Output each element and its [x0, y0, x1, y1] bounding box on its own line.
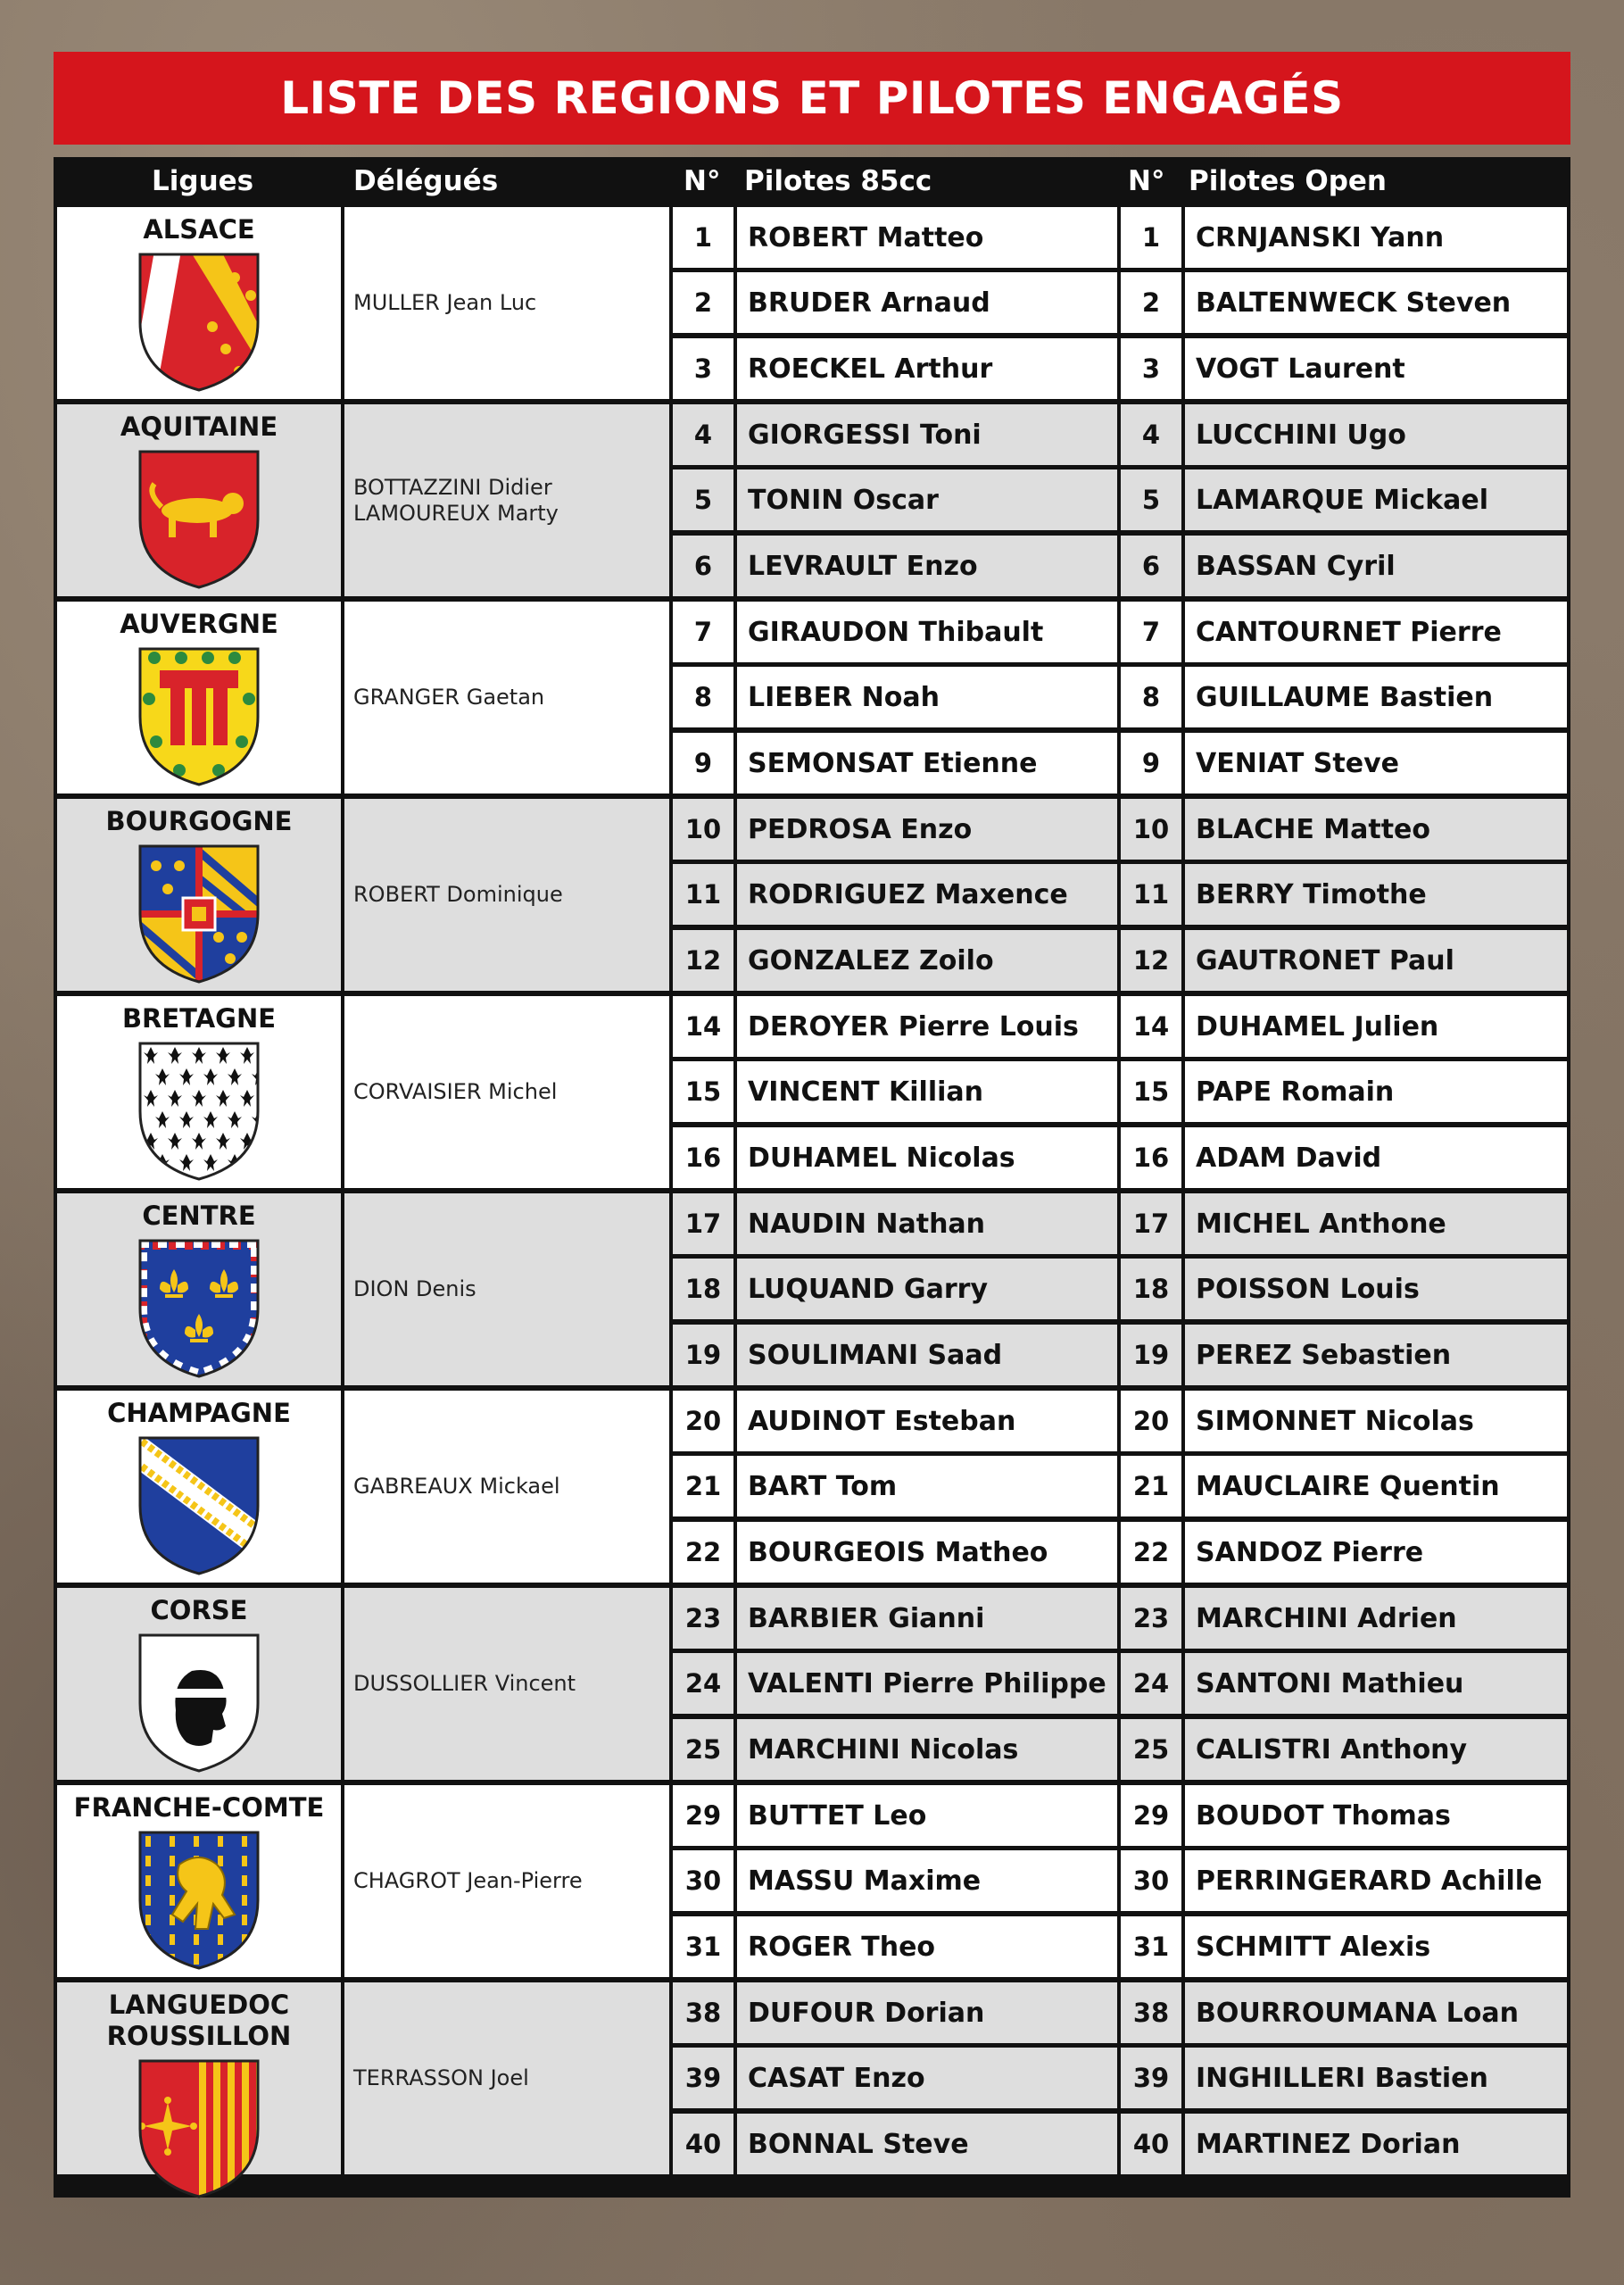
pilot-open-name: BALTENWECK Steven — [1185, 272, 1567, 333]
pilot-85-number: 12 — [673, 930, 733, 991]
region-cell — [57, 207, 341, 399]
region-name: FRANCHE-COMTE — [73, 1792, 325, 1823]
pilot-open-number: 6 — [1121, 536, 1181, 596]
pilot-open-number: 23 — [1121, 1588, 1181, 1649]
region-cell — [57, 404, 341, 596]
region-cell — [57, 1391, 341, 1583]
pilot-85-number: 18 — [673, 1259, 733, 1319]
pilot-open-number: 15 — [1121, 1061, 1181, 1122]
pilot-85-number: 6 — [673, 536, 733, 596]
pilot-open-number: 22 — [1121, 1522, 1181, 1583]
delegue-cell — [344, 1785, 669, 1977]
pilot-85-name: BUTTET Leo — [737, 1785, 1117, 1846]
region-group — [54, 1785, 1570, 1977]
delegue-name: MULLER Jean Luc — [353, 290, 537, 315]
pilot-85-name: SEMONSAT Etienne — [737, 733, 1117, 794]
pilot-85-name: PEDROSA Enzo — [737, 799, 1117, 860]
pilot-85-name: BOURGEOIS Matheo — [737, 1522, 1117, 1583]
pilot-open-number: 8 — [1121, 667, 1181, 727]
pilot-open-name: VENIAT Steve — [1185, 733, 1567, 794]
region-group — [54, 1391, 1570, 1583]
pilot-85-number: 3 — [673, 338, 733, 399]
pilot-85-number: 15 — [673, 1061, 733, 1122]
pilot-85-name: DEROYER Pierre Louis — [737, 996, 1117, 1057]
pilot-85-number: 31 — [673, 1916, 733, 1977]
champagne-crest-icon — [137, 1434, 261, 1581]
pilot-85-name: BARBIER Gianni — [737, 1588, 1117, 1649]
pilot-85-number: 14 — [673, 996, 733, 1057]
delegue-cell — [344, 207, 669, 399]
delegue-cell — [344, 602, 669, 794]
header-num-open: N° — [1128, 165, 1165, 197]
region-name: BOURGOGNE — [105, 806, 293, 836]
region-group — [54, 602, 1570, 794]
pilot-open-name: BLACHE Matteo — [1185, 799, 1567, 860]
pilot-85-number: 17 — [673, 1193, 733, 1254]
region-name: CORSE — [150, 1595, 248, 1625]
pilot-open-number: 9 — [1121, 733, 1181, 794]
delegue-cell — [344, 1588, 669, 1780]
pilot-open-number: 20 — [1121, 1391, 1181, 1451]
header-pilotes-open: Pilotes Open — [1189, 165, 1387, 197]
pilot-85-number: 2 — [673, 272, 733, 333]
pilot-open-name: INGHILLERI Bastien — [1185, 2048, 1567, 2108]
region-group — [54, 1193, 1570, 1385]
pilot-85-number: 23 — [673, 1588, 733, 1649]
region-name: AQUITAINE — [120, 411, 278, 442]
region-cell — [57, 1982, 341, 2174]
pilot-open-name: MICHEL Anthone — [1185, 1193, 1567, 1254]
pilot-open-name: POISSON Louis — [1185, 1259, 1567, 1319]
page-title: LISTE DES REGIONS ET PILOTES ENGAGÉS — [54, 52, 1570, 145]
region-group — [54, 996, 1570, 1188]
region-cell — [57, 1785, 341, 1977]
languedoc-crest-icon — [137, 2057, 261, 2204]
pilot-open-name: SANTONI Mathieu — [1185, 1653, 1567, 1714]
pilot-85-number: 22 — [673, 1522, 733, 1583]
region-cell — [57, 799, 341, 991]
pilot-85-name: NAUDIN Nathan — [737, 1193, 1117, 1254]
delegue-cell — [344, 1982, 669, 2174]
pilot-85-name: LEVRAULT Enzo — [737, 536, 1117, 596]
delegue-name: CORVAISIER Michel — [353, 1079, 558, 1104]
delegue-name: CHAGROT Jean-Pierre — [353, 1868, 583, 1893]
pilot-85-number: 7 — [673, 602, 733, 662]
region-cell — [57, 1193, 341, 1385]
pilot-open-name: PERRINGERARD Achille — [1185, 1850, 1567, 1911]
pilot-85-name: VALENTI Pierre Philippe — [737, 1653, 1117, 1714]
pilot-open-number: 4 — [1121, 404, 1181, 465]
pilot-85-number: 20 — [673, 1391, 733, 1451]
header-ligues: Ligues — [152, 165, 254, 197]
region-group — [54, 1588, 1570, 1780]
region-cell — [57, 1588, 341, 1780]
delegue-cell — [344, 799, 669, 991]
delegue-name: BOTTAZZINI Didier LAMOUREUX Marty — [353, 474, 559, 526]
region-group — [54, 207, 1570, 399]
pilot-open-number: 11 — [1121, 864, 1181, 925]
pilot-85-number: 4 — [673, 404, 733, 465]
pilot-open-name: BOUDOT Thomas — [1185, 1785, 1567, 1846]
pilot-open-name: MAUCLAIRE Quentin — [1185, 1456, 1567, 1516]
pilot-85-name: ROGER Theo — [737, 1916, 1117, 1977]
pilot-open-name: BERRY Timothe — [1185, 864, 1567, 925]
delegue-name: GRANGER Gaetan — [353, 685, 545, 710]
pilot-85-number: 9 — [673, 733, 733, 794]
pilot-85-number: 21 — [673, 1456, 733, 1516]
regions-table — [54, 157, 1570, 2198]
pilot-open-name: GAUTRONET Paul — [1185, 930, 1567, 991]
region-name: CHAMPAGNE — [107, 1398, 291, 1428]
pilot-open-name: BOURROUMANA Loan — [1185, 1982, 1567, 2043]
pilot-85-name: MASSU Maxime — [737, 1850, 1117, 1911]
pilot-open-number: 2 — [1121, 272, 1181, 333]
header-pilotes-85: Pilotes 85cc — [744, 165, 932, 197]
pilot-85-name: LUQUAND Garry — [737, 1259, 1117, 1319]
pilot-open-name: PEREZ Sebastien — [1185, 1325, 1567, 1385]
region-name: CENTRE — [142, 1201, 256, 1231]
pilot-open-number: 25 — [1121, 1719, 1181, 1780]
pilot-85-number: 5 — [673, 469, 733, 530]
pilot-85-name: RODRIGUEZ Maxence — [737, 864, 1117, 925]
pilot-85-number: 38 — [673, 1982, 733, 2043]
pilot-open-name: CANTOURNET Pierre — [1185, 602, 1567, 662]
corse-crest-icon — [137, 1632, 261, 1778]
region-group — [54, 799, 1570, 991]
delegue-cell — [344, 404, 669, 596]
pilot-open-name: SIMONNET Nicolas — [1185, 1391, 1567, 1451]
region-name: ALSACE — [143, 214, 255, 245]
pilot-open-name: MARCHINI Adrien — [1185, 1588, 1567, 1649]
pilot-85-name: SOULIMANI Saad — [737, 1325, 1117, 1385]
pilot-85-name: GONZALEZ Zoilo — [737, 930, 1117, 991]
delegue-name: TERRASSON Joel — [353, 2065, 529, 2090]
pilot-85-number: 30 — [673, 1850, 733, 1911]
pilot-open-name: PAPE Romain — [1185, 1061, 1567, 1122]
pilot-open-name: SCHMITT Alexis — [1185, 1916, 1567, 1977]
pilot-open-name: DUHAMEL Julien — [1185, 996, 1567, 1057]
pilot-open-number: 24 — [1121, 1653, 1181, 1714]
auvergne-crest-icon — [137, 645, 261, 792]
pilot-open-number: 3 — [1121, 338, 1181, 399]
region-name: AUVERGNE — [120, 609, 278, 639]
pilot-85-number: 24 — [673, 1653, 733, 1714]
aquitaine-crest-icon — [137, 448, 261, 594]
pilot-open-number: 40 — [1121, 2114, 1181, 2174]
pilot-85-name: AUDINOT Esteban — [737, 1391, 1117, 1451]
pilot-open-name: CALISTRI Anthony — [1185, 1719, 1567, 1780]
pilot-open-number: 30 — [1121, 1850, 1181, 1911]
pilot-open-name: CRNJANSKI Yann — [1185, 207, 1567, 268]
pilot-85-name: VINCENT Killian — [737, 1061, 1117, 1122]
delegue-cell — [344, 1193, 669, 1385]
region-name: BRETAGNE — [121, 1003, 277, 1034]
pilot-85-name: GIRAUDON Thibault — [737, 602, 1117, 662]
pilot-open-number: 17 — [1121, 1193, 1181, 1254]
pilot-open-number: 21 — [1121, 1456, 1181, 1516]
pilot-open-number: 5 — [1121, 469, 1181, 530]
pilot-85-name: TONIN Oscar — [737, 469, 1117, 530]
delegue-name: DION Denis — [353, 1276, 476, 1301]
pilot-open-number: 10 — [1121, 799, 1181, 860]
pilot-85-name: ROECKEL Arthur — [737, 338, 1117, 399]
pilot-open-number: 7 — [1121, 602, 1181, 662]
delegue-name: ROBERT Dominique — [353, 882, 563, 907]
pilot-open-name: BASSAN Cyril — [1185, 536, 1567, 596]
delegue-name: DUSSOLLIER Vincent — [353, 1671, 576, 1696]
bourgogne-crest-icon — [137, 843, 261, 989]
pilot-open-number: 14 — [1121, 996, 1181, 1057]
pilot-open-number: 39 — [1121, 2048, 1181, 2108]
header-delegues: Délégués — [353, 165, 499, 197]
pilot-85-name: DUHAMEL Nicolas — [737, 1127, 1117, 1188]
pilot-85-name: ROBERT Matteo — [737, 207, 1117, 268]
pilot-open-name: LUCCHINI Ugo — [1185, 404, 1567, 465]
alsace-crest-icon — [137, 251, 261, 397]
pilot-open-name: ADAM David — [1185, 1127, 1567, 1188]
centre-crest-icon — [137, 1237, 261, 1383]
region-group — [54, 1982, 1570, 2174]
pilot-85-name: BRUDER Arnaud — [737, 272, 1117, 333]
pilot-open-name: SANDOZ Pierre — [1185, 1522, 1567, 1583]
pilot-85-number: 11 — [673, 864, 733, 925]
region-cell — [57, 602, 341, 794]
pilot-open-number: 1 — [1121, 207, 1181, 268]
pilot-open-number: 29 — [1121, 1785, 1181, 1846]
pilot-85-name: BART Tom — [737, 1456, 1117, 1516]
pilot-open-number: 31 — [1121, 1916, 1181, 1977]
pilot-open-number: 19 — [1121, 1325, 1181, 1385]
pilot-open-number: 12 — [1121, 930, 1181, 991]
pilot-open-number: 16 — [1121, 1127, 1181, 1188]
pilot-open-number: 38 — [1121, 1982, 1181, 2043]
pilot-85-number: 1 — [673, 207, 733, 268]
franche-comte-crest-icon — [137, 1829, 261, 1975]
pilot-85-number: 25 — [673, 1719, 733, 1780]
delegue-cell — [344, 1391, 669, 1583]
pilot-open-name: LAMARQUE Mickael — [1185, 469, 1567, 530]
pilot-85-name: DUFOUR Dorian — [737, 1982, 1117, 2043]
pilot-open-name: MARTINEZ Dorian — [1185, 2114, 1567, 2174]
pilot-85-name: GIORGESSI Toni — [737, 404, 1117, 465]
pilot-85-number: 19 — [673, 1325, 733, 1385]
pilot-85-number: 16 — [673, 1127, 733, 1188]
header-num-85: N° — [684, 165, 721, 197]
pilot-85-name: CASAT Enzo — [737, 2048, 1117, 2108]
bretagne-crest-icon — [137, 1040, 261, 1186]
pilot-open-name: VOGT Laurent — [1185, 338, 1567, 399]
pilot-85-number: 8 — [673, 667, 733, 727]
region-name: LANGUEDOC ROUSSILLON — [106, 1990, 292, 2051]
pilot-open-number: 18 — [1121, 1259, 1181, 1319]
table-header — [54, 157, 1570, 205]
region-group — [54, 404, 1570, 596]
pilot-85-number: 29 — [673, 1785, 733, 1846]
pilot-85-number: 10 — [673, 799, 733, 860]
pilot-85-name: MARCHINI Nicolas — [737, 1719, 1117, 1780]
delegue-name: GABREAUX Mickael — [353, 1474, 560, 1499]
pilot-85-number: 40 — [673, 2114, 733, 2174]
pilot-85-number: 39 — [673, 2048, 733, 2108]
pilot-open-name: GUILLAUME Bastien — [1185, 667, 1567, 727]
pilot-85-name: BONNAL Steve — [737, 2114, 1117, 2174]
delegue-cell — [344, 996, 669, 1188]
region-cell — [57, 996, 341, 1188]
pilot-85-name: LIEBER Noah — [737, 667, 1117, 727]
